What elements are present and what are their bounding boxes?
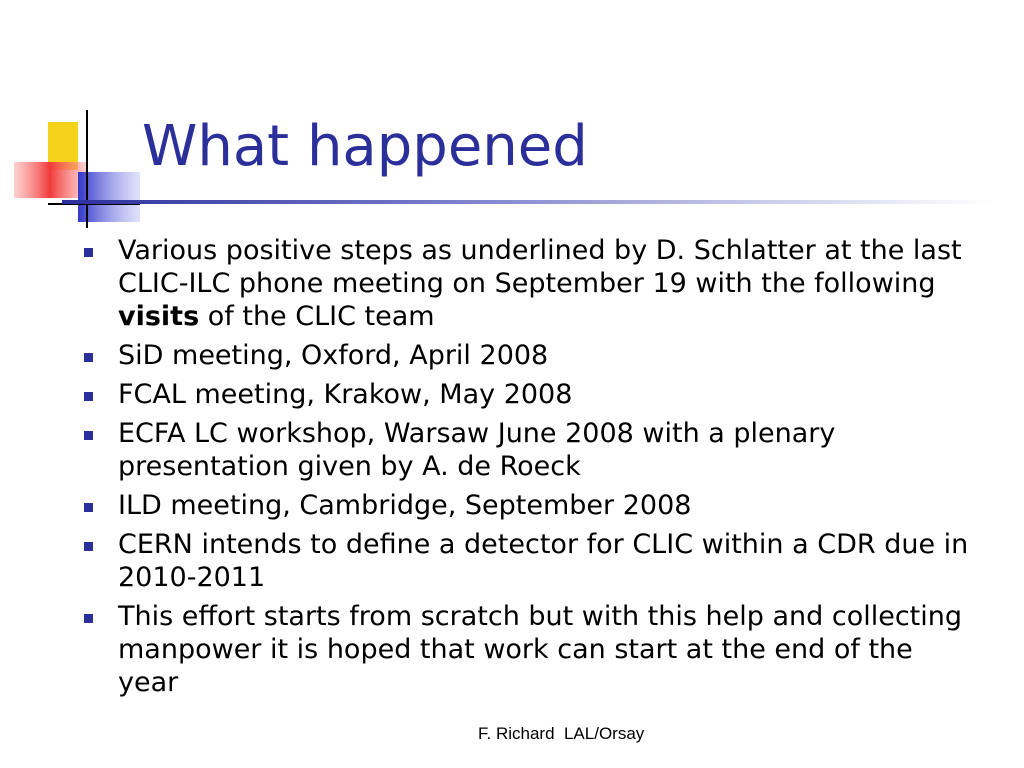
logo-red-bar [14, 162, 86, 198]
bullet-square-icon [84, 353, 93, 362]
bullet-item [80, 234, 980, 333]
bullet-item [80, 489, 980, 522]
bullet-list [80, 234, 980, 705]
bullet-text-bold: visits [118, 301, 200, 332]
bullet-square-icon [84, 614, 93, 623]
bullet-text: ECFA LC workshop, Warsaw June 2008 with a plenary presentation given by A. de Roeck [118, 418, 836, 482]
bullet-text: of the CLIC team [199, 301, 435, 332]
bullet-item [80, 417, 980, 483]
bullet-text: CERN intends to define a detector for CLIC within a CDR due in 2010-2011 [118, 529, 969, 593]
slide-footer: F. Richard LAL/Orsay [478, 724, 645, 743]
bullet-text: FCAL meeting, Krakow, May 2008 [118, 379, 573, 410]
bullet-text: SiD meeting, Oxford, April 2008 [118, 340, 549, 371]
slide-title: What happened [142, 114, 588, 179]
slide-logo [0, 0, 140, 230]
bullet-item [80, 339, 980, 372]
bullet-square-icon [84, 431, 93, 440]
bullet-item [80, 528, 980, 594]
bullet-square-icon [84, 503, 93, 512]
bullet-square-icon [84, 542, 93, 551]
title-underline [62, 200, 992, 204]
bullet-text: ILD meeting, Cambridge, September 2008 [118, 490, 692, 521]
bullet-item [80, 378, 980, 411]
bullet-text: This effort starts from scratch but with this help and collecting manpower it is hoped that work can start at the end of the year [118, 601, 963, 698]
bullet-item [80, 600, 980, 699]
bullet-square-icon [84, 392, 93, 401]
bullet-square-icon [84, 248, 93, 257]
bullet-text: Various positive steps as underlined by D. Schlatter at the last CLIC-ILC phone meeting on September 19 with the following [118, 235, 962, 299]
